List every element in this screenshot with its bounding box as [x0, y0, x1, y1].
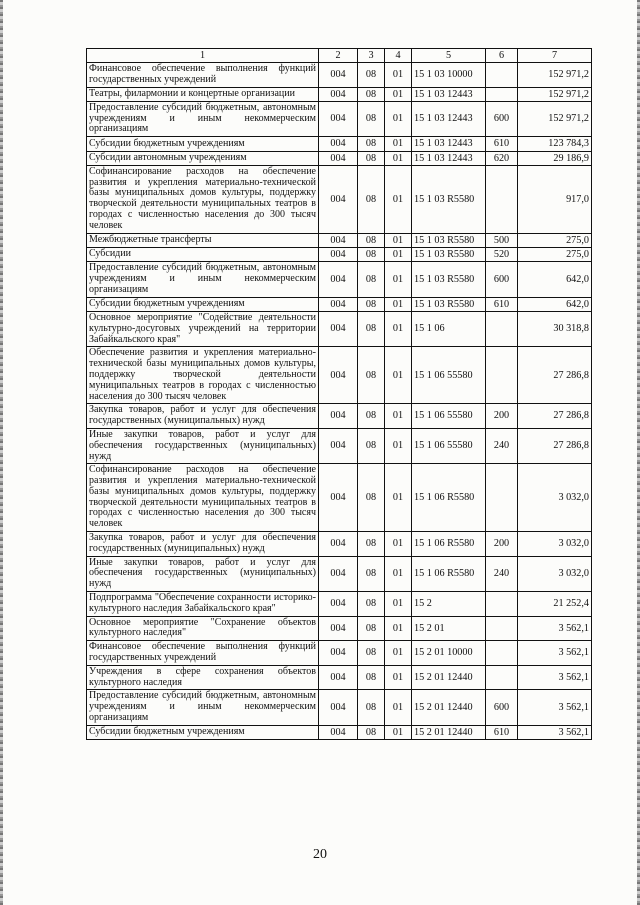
cell-amount: 152 971,2 [518, 101, 592, 136]
cell-expense-type [486, 311, 518, 346]
cell-amount: 29 186,9 [518, 151, 592, 165]
cell-subsection: 08 [358, 532, 385, 557]
cell-subsection-2: 01 [385, 101, 412, 136]
cell-section: 004 [319, 247, 358, 261]
cell-subsection: 08 [358, 262, 385, 297]
cell-section: 004 [319, 428, 358, 463]
cell-section: 004 [319, 725, 358, 739]
cell-name: Софинансирование расходов на обеспечение развития и укрепления материально-технической базы муниципальных домов культуры, поддержку творческой деятельности муниципальных театров в городах с численностью населения до 300 тысяч человек [87, 464, 319, 532]
cell-target-code: 15 1 03 10000 [412, 63, 486, 88]
cell-target-code: 15 1 03 12443 [412, 87, 486, 101]
cell-name: Субсидии бюджетным учреждениям [87, 137, 319, 151]
cell-subsection-2: 01 [385, 641, 412, 666]
cell-subsection: 08 [358, 165, 385, 233]
page-number: 20 [313, 847, 327, 862]
cell-name: Субсидии [87, 247, 319, 261]
cell-amount: 3 562,1 [518, 665, 592, 690]
cell-section: 004 [319, 404, 358, 429]
cell-expense-type [486, 87, 518, 101]
cell-subsection-2: 01 [385, 690, 412, 725]
cell-name: Предоставление субсидий бюджетным, автономным учреждениям и иным некоммерческим организациям [87, 101, 319, 136]
cell-name: Иные закупки товаров, работ и услуг для обеспечения государственных (муниципальных) нужд [87, 428, 319, 463]
table-row [87, 592, 592, 617]
cell-expense-type: 610 [486, 297, 518, 311]
cell-subsection-2: 01 [385, 665, 412, 690]
cell-subsection-2: 01 [385, 297, 412, 311]
cell-subsection-2: 01 [385, 404, 412, 429]
cell-section: 004 [319, 641, 358, 666]
cell-subsection-2: 01 [385, 428, 412, 463]
cell-subsection: 08 [358, 665, 385, 690]
table-row [87, 464, 592, 532]
cell-target-code: 15 1 06 55580 [412, 428, 486, 463]
cell-amount: 3 562,1 [518, 641, 592, 666]
cell-section: 004 [319, 592, 358, 617]
cell-subsection: 08 [358, 641, 385, 666]
header-col-1: 1 [87, 49, 319, 63]
cell-amount: 3 032,0 [518, 556, 592, 591]
cell-subsection-2: 01 [385, 63, 412, 88]
cell-amount: 642,0 [518, 297, 592, 311]
cell-subsection-2: 01 [385, 137, 412, 151]
cell-section: 004 [319, 311, 358, 346]
cell-name: Межбюджетные трансферты [87, 233, 319, 247]
table-row [87, 641, 592, 666]
cell-amount: 152 971,2 [518, 87, 592, 101]
cell-name: Иные закупки товаров, работ и услуг для обеспечения государственных (муниципальных) нужд [87, 556, 319, 591]
cell-subsection-2: 01 [385, 532, 412, 557]
cell-section: 004 [319, 63, 358, 88]
cell-amount: 275,0 [518, 233, 592, 247]
table-row [87, 233, 592, 247]
cell-name: Закупка товаров, работ и услуг для обеспечения государственных (муниципальных) нужд [87, 532, 319, 557]
cell-subsection-2: 01 [385, 165, 412, 233]
cell-amount: 275,0 [518, 247, 592, 261]
cell-subsection: 08 [358, 592, 385, 617]
cell-subsection: 08 [358, 233, 385, 247]
cell-target-code: 15 1 06 R5580 [412, 532, 486, 557]
cell-amount: 3 562,1 [518, 725, 592, 739]
cell-name: Обеспечение развития и укрепления материально-технической базы муниципальных домов культуры, поддержку творческой деятельности муниципальных театров в городах с численностью населения до 300 тысяч человек [87, 347, 319, 404]
cell-section: 004 [319, 690, 358, 725]
header-row [87, 49, 592, 63]
cell-expense-type: 600 [486, 262, 518, 297]
cell-expense-type [486, 616, 518, 641]
table-row [87, 63, 592, 88]
header-col-2: 2 [319, 49, 358, 63]
table-row [87, 247, 592, 261]
cell-target-code: 15 2 01 10000 [412, 641, 486, 666]
cell-subsection-2: 01 [385, 233, 412, 247]
cell-expense-type [486, 592, 518, 617]
cell-subsection: 08 [358, 297, 385, 311]
cell-name: Предоставление субсидий бюджетным, автономным учреждениям и иным некоммерческим организациям [87, 690, 319, 725]
header-col-6: 6 [486, 49, 518, 63]
cell-target-code: 15 1 03 12443 [412, 137, 486, 151]
table-row [87, 690, 592, 725]
cell-expense-type [486, 665, 518, 690]
cell-subsection-2: 01 [385, 616, 412, 641]
cell-target-code: 15 1 03 12443 [412, 151, 486, 165]
cell-name: Театры, филармонии и концертные организации [87, 87, 319, 101]
cell-amount: 21 252,4 [518, 592, 592, 617]
cell-subsection: 08 [358, 690, 385, 725]
cell-amount: 123 784,3 [518, 137, 592, 151]
cell-expense-type: 500 [486, 233, 518, 247]
cell-subsection-2: 01 [385, 311, 412, 346]
cell-name: Закупка товаров, работ и услуг для обеспечения государственных (муниципальных) нужд [87, 404, 319, 429]
table-row [87, 137, 592, 151]
cell-amount: 27 286,8 [518, 347, 592, 404]
cell-subsection-2: 01 [385, 262, 412, 297]
table-row [87, 165, 592, 233]
cell-subsection: 08 [358, 63, 385, 88]
cell-expense-type: 610 [486, 137, 518, 151]
cell-target-code: 15 1 03 R5580 [412, 233, 486, 247]
cell-section: 004 [319, 347, 358, 404]
cell-subsection: 08 [358, 616, 385, 641]
cell-amount: 3 032,0 [518, 532, 592, 557]
cell-amount: 3 562,1 [518, 690, 592, 725]
cell-subsection: 08 [358, 428, 385, 463]
cell-target-code: 15 1 03 R5580 [412, 297, 486, 311]
table-row [87, 347, 592, 404]
cell-section: 004 [319, 233, 358, 247]
cell-amount: 3 032,0 [518, 464, 592, 532]
cell-name: Финансовое обеспечение выполнения функций государственных учреждений [87, 63, 319, 88]
table-row [87, 87, 592, 101]
cell-subsection-2: 01 [385, 87, 412, 101]
cell-expense-type: 240 [486, 428, 518, 463]
table-row [87, 151, 592, 165]
cell-subsection: 08 [358, 311, 385, 346]
cell-subsection: 08 [358, 725, 385, 739]
cell-expense-type: 600 [486, 101, 518, 136]
cell-expense-type [486, 63, 518, 88]
table-row [87, 532, 592, 557]
table-row [87, 311, 592, 346]
cell-subsection: 08 [358, 137, 385, 151]
table-row [87, 428, 592, 463]
cell-subsection: 08 [358, 247, 385, 261]
cell-amount: 642,0 [518, 262, 592, 297]
cell-expense-type [486, 165, 518, 233]
table-row [87, 665, 592, 690]
cell-section: 004 [319, 532, 358, 557]
cell-expense-type: 600 [486, 690, 518, 725]
cell-subsection-2: 01 [385, 347, 412, 404]
cell-expense-type: 200 [486, 532, 518, 557]
cell-name: Предоставление субсидий бюджетным, автономным учреждениям и иным некоммерческим организациям [87, 262, 319, 297]
cell-subsection-2: 01 [385, 247, 412, 261]
cell-section: 004 [319, 87, 358, 101]
cell-name: Учреждения в сфере сохранения объектов культурного наследия [87, 665, 319, 690]
cell-target-code: 15 1 06 [412, 311, 486, 346]
cell-subsection: 08 [358, 101, 385, 136]
cell-amount: 30 318,8 [518, 311, 592, 346]
header-col-3: 3 [358, 49, 385, 63]
cell-target-code: 15 2 01 12440 [412, 725, 486, 739]
header-col-7: 7 [518, 49, 592, 63]
cell-subsection-2: 01 [385, 556, 412, 591]
cell-name: Субсидии бюджетным учреждениям [87, 725, 319, 739]
cell-target-code: 15 1 06 R5580 [412, 556, 486, 591]
cell-section: 004 [319, 151, 358, 165]
cell-expense-type: 620 [486, 151, 518, 165]
header-col-5: 5 [412, 49, 486, 63]
cell-section: 004 [319, 165, 358, 233]
cell-expense-type [486, 641, 518, 666]
cell-section: 004 [319, 297, 358, 311]
cell-target-code: 15 2 01 12440 [412, 690, 486, 725]
cell-name: Основное мероприятие "Содействие деятельности культурно-досуговых учреждений на территории Забайкальского края" [87, 311, 319, 346]
cell-amount: 27 286,8 [518, 404, 592, 429]
table-row [87, 101, 592, 136]
cell-section: 004 [319, 101, 358, 136]
cell-expense-type: 240 [486, 556, 518, 591]
header-col-4: 4 [385, 49, 412, 63]
cell-name: Финансовое обеспечение выполнения функций государственных учреждений [87, 641, 319, 666]
cell-expense-type: 520 [486, 247, 518, 261]
cell-subsection-2: 01 [385, 725, 412, 739]
cell-amount: 3 562,1 [518, 616, 592, 641]
cell-subsection-2: 01 [385, 464, 412, 532]
cell-subsection: 08 [358, 151, 385, 165]
cell-subsection-2: 01 [385, 151, 412, 165]
table-row [87, 556, 592, 591]
cell-expense-type [486, 464, 518, 532]
table-row [87, 404, 592, 429]
table-row [87, 262, 592, 297]
table-row [87, 616, 592, 641]
cell-amount: 917,0 [518, 165, 592, 233]
cell-name: Подпрограмма "Обеспечение сохранности историко-культурного наследия Забайкальского края" [87, 592, 319, 617]
cell-target-code: 15 2 [412, 592, 486, 617]
cell-section: 004 [319, 262, 358, 297]
cell-subsection: 08 [358, 556, 385, 591]
cell-name: Субсидии бюджетным учреждениям [87, 297, 319, 311]
budget-table [86, 48, 592, 740]
cell-subsection: 08 [358, 347, 385, 404]
cell-subsection-2: 01 [385, 592, 412, 617]
cell-target-code: 15 1 03 12443 [412, 101, 486, 136]
cell-section: 004 [319, 665, 358, 690]
cell-target-code: 15 1 03 R5580 [412, 165, 486, 233]
cell-target-code: 15 2 01 12440 [412, 665, 486, 690]
cell-amount: 27 286,8 [518, 428, 592, 463]
cell-subsection: 08 [358, 464, 385, 532]
cell-section: 004 [319, 616, 358, 641]
scan-edge-left [0, 0, 3, 905]
cell-subsection: 08 [358, 87, 385, 101]
cell-target-code: 15 1 06 55580 [412, 347, 486, 404]
table-row [87, 725, 592, 739]
table-row [87, 297, 592, 311]
cell-target-code: 15 1 03 R5580 [412, 247, 486, 261]
cell-target-code: 15 2 01 [412, 616, 486, 641]
cell-expense-type: 200 [486, 404, 518, 429]
cell-subsection: 08 [358, 404, 385, 429]
cell-name: Основное мероприятие "Сохранение объектов культурного наследия" [87, 616, 319, 641]
cell-section: 004 [319, 137, 358, 151]
cell-section: 004 [319, 464, 358, 532]
cell-expense-type [486, 347, 518, 404]
cell-section: 004 [319, 556, 358, 591]
cell-expense-type: 610 [486, 725, 518, 739]
cell-target-code: 15 1 06 55580 [412, 404, 486, 429]
cell-target-code: 15 1 06 R5580 [412, 464, 486, 532]
cell-name: Субсидии автономным учреждениям [87, 151, 319, 165]
cell-name: Софинансирование расходов на обеспечение развития и укрепления материально-технической базы муниципальных домов культуры, поддержку творческой деятельности муниципальных театров в городах с численностью населения до 300 тысяч человек [87, 165, 319, 233]
cell-amount: 152 971,2 [518, 63, 592, 88]
cell-target-code: 15 1 03 R5580 [412, 262, 486, 297]
